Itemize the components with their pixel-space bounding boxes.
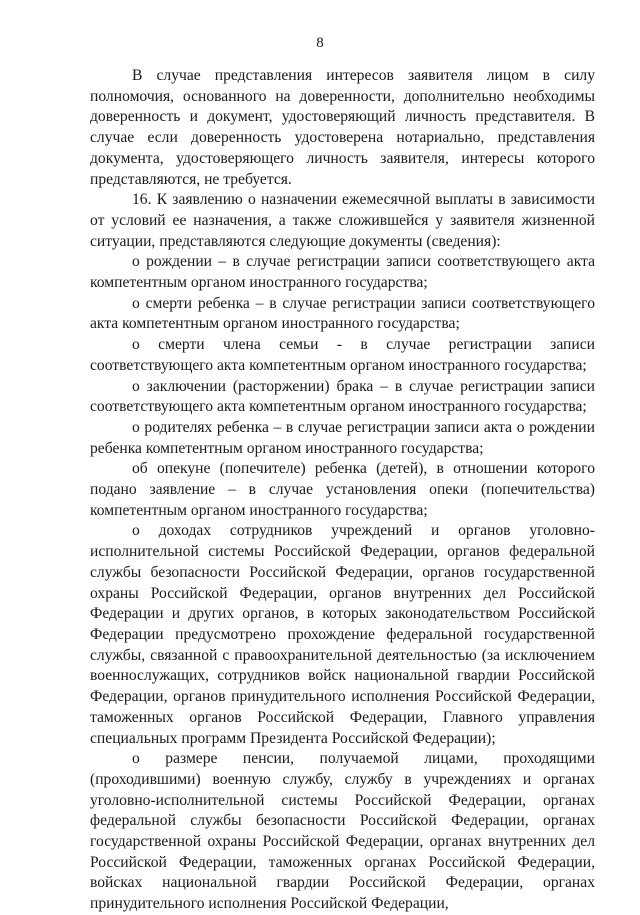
list-item-pension-size: о размере пенсии, получаемой лицами, проходящими (проходившими) военную службу, службу в учреждениях и органах уголовно-исполнительной системы Российской Федерации, органах федеральной службы безопасности Российской Федерации, органах государственной охраны Российской Федерации, органах внутренних дел Российской Федерации, таможенных органах Российской Федерации, войсках национальной гвардии Российской Федерации, органах принудительного исполнения Российской Федерации, [90,750,595,913]
list-item-guardian: об опекуне (попечителе) ребенка (детей), в отношении которого подано заявление – в случае установления опеки (попечительства) компетентным органом иностранного государства; [90,460,595,519]
paragraph-representation: В случае представления интересов заявителя лицом в силу полномочия, основанного на доверенности, дополнительно необходимы доверенность и документ, удостоверяющий личность представителя. В случае если доверенность удостоверена нотариально, представления документа, удостоверяющего личность заявителя, интересы которого представляются, не требуется. [90,67,595,188]
paragraph-section-16: 16. К заявлению о назначении ежемесячной выплаты в зависимости от условий ее назначения, а также сложившейся у заявителя жизненной ситуации, представляются следующие документы (сведения): [90,191,595,250]
page-number: 8 [316,35,324,51]
list-item-child-death: о смерти ребенка – в случае регистрации записи соответствующего акта компетентным органом иностранного государства; [90,294,595,333]
list-item-marriage: о заключении (расторжении) брака – в случае регистрации записи соответствующего акта компетентным органом иностранного государства; [90,377,595,416]
list-item-employee-income: о доходах сотрудников учреждений и органов уголовно-исполнительной системы Российской Федерации, органов федеральной службы безопасности Российской Федерации, органов государственной охраны Российской Федерации, органов внутренних дел Российской Федерации и других органов, в которых законодательством Российской Федерации предусмотрено прохождение федеральной государственной службы, связанной с правоохранительной деятельностью (за исключением военнослужащих, сотрудников войск национальной гвардии Российской Федерации, органов принудительного исполнения Российской Федерации, таможенных органов Российской Федерации, Главного управления специальных программ Президента Российской Федерации); [90,522,595,747]
document-body [90,66,595,915]
list-item-parents: о родителях ребенка – в случае регистрации записи акта о рождении ребенка компетентным органом иностранного государства; [90,418,595,457]
list-item-family-member-death: о смерти члена семьи - в случае регистрации записи соответствующего акта компетентным органом иностранного государства; [90,336,595,374]
list-item-birth: о рождении – в случае регистрации записи соответствующего акта компетентным органом иностранного государства; [90,253,595,292]
